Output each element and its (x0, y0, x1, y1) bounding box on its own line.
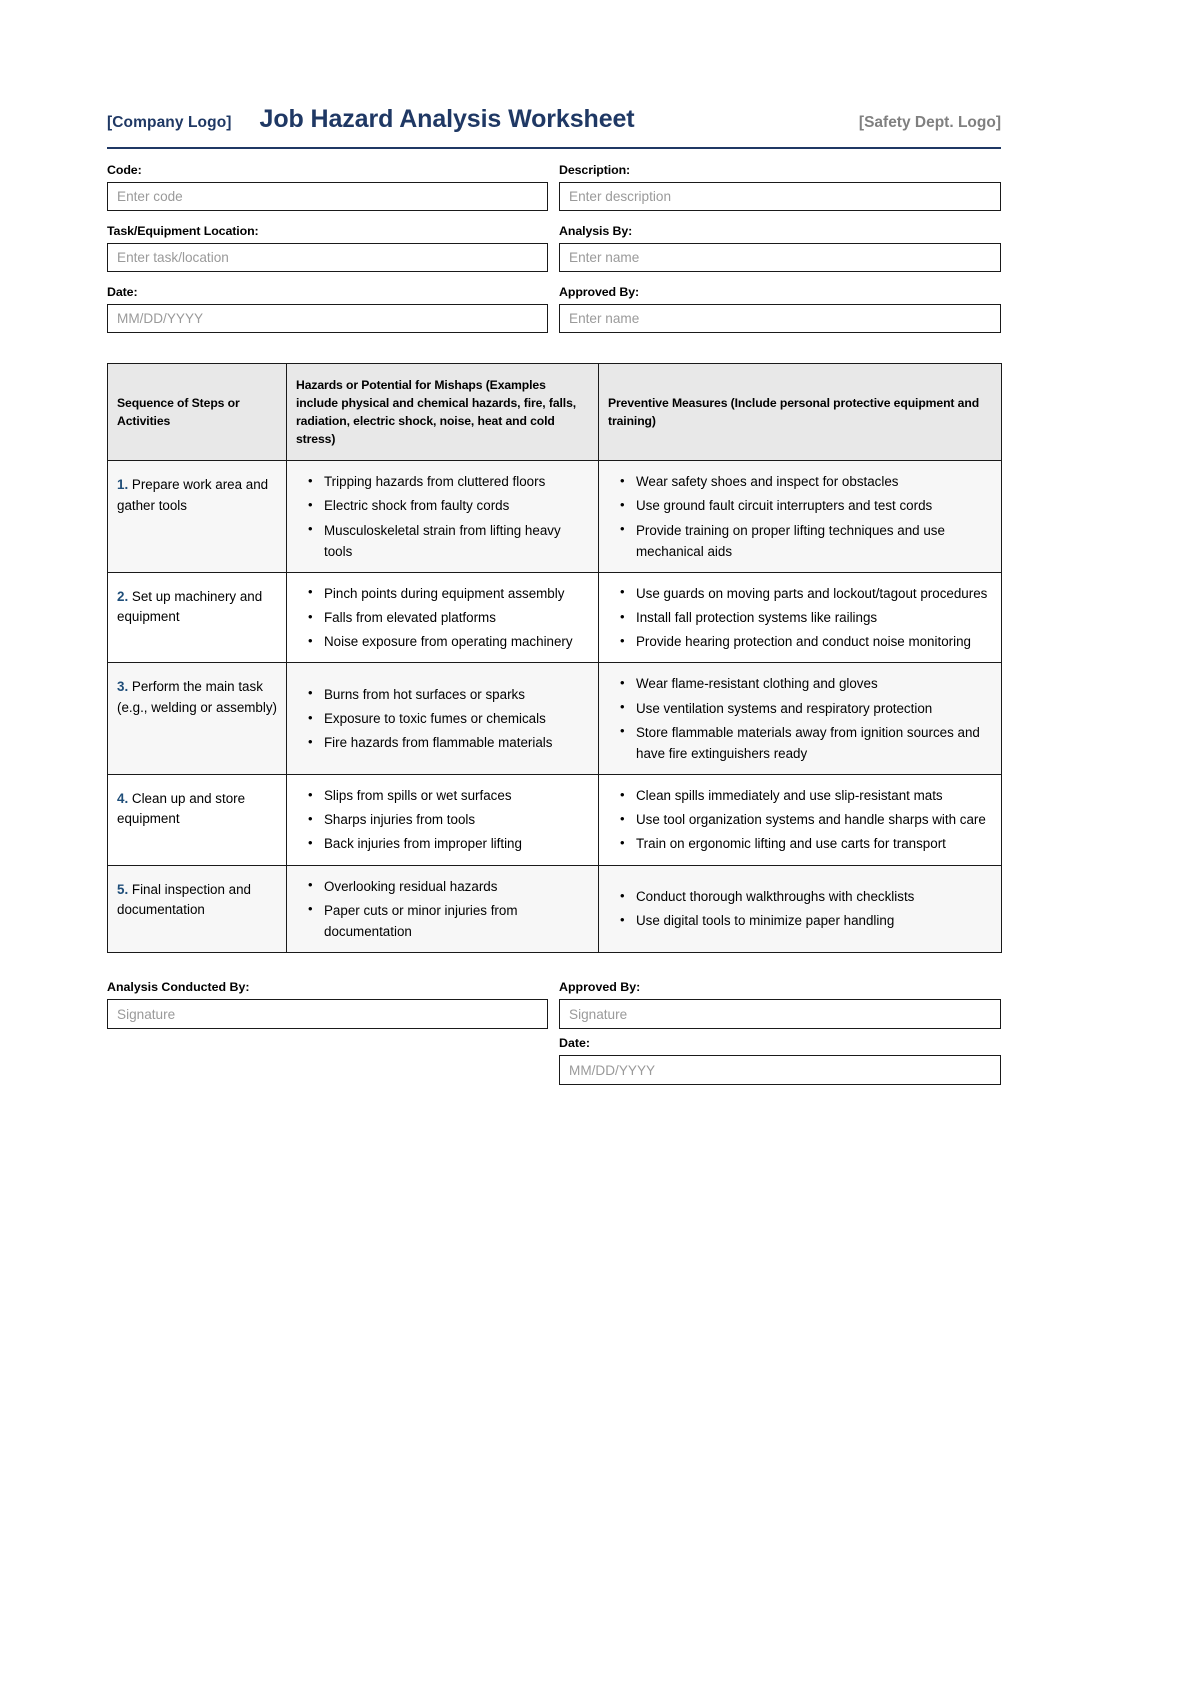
description-label: Description: (559, 163, 631, 177)
preventive-measure-list (605, 471, 989, 562)
table-header-row (108, 364, 1002, 461)
preventive-measure-item: • Use ventilation systems and respiratory protection (636, 698, 989, 719)
preventive-measure-list (605, 785, 989, 855)
step-cell (108, 775, 287, 866)
preventive-measure-item: • Wear flame-resistant clothing and gloves (636, 673, 989, 694)
step-text: Final inspection and documentation (117, 881, 252, 917)
hazard-item: • Overlooking residual hazards (324, 876, 586, 897)
preventive-measure-list (605, 583, 989, 653)
field-group-description (559, 163, 1001, 211)
field-group-code (107, 163, 559, 211)
preventive-measure-item: • Use tool organization systems and handle sharps with care (636, 809, 989, 830)
hazard-item: • Slips from spills or wet surfaces (324, 785, 586, 806)
footer-date-input[interactable] (559, 1055, 1001, 1085)
hazard-list (293, 785, 586, 855)
approved-by-signature-input[interactable] (559, 999, 1001, 1029)
analysis-conducted-by-label: Analysis Conducted By: (107, 980, 250, 995)
approved-by-label: Approved By: (559, 285, 640, 299)
approved-by-signature-label: Approved By: (559, 980, 641, 995)
signature-grid (107, 980, 1001, 1085)
column-header-hazards: Hazards or Potential for Mishaps (Examples include physical and chemical hazards, fire, falls, radiation, electric shock, noise, heat and cold stress) (287, 364, 599, 461)
column-header-sequence: Sequence of Steps or Activities (108, 364, 287, 461)
hazards-cell (287, 775, 599, 866)
step-cell (108, 663, 287, 775)
step-number: 4. (117, 791, 129, 807)
hazard-item: • Noise exposure from operating machinery (324, 631, 586, 652)
hazard-item: • Tripping hazards from cluttered floors (324, 471, 586, 492)
safety-dept-logo-placeholder: [Safety Dept. Logo] (858, 114, 1001, 131)
hazard-item: • Back injuries from improper lifting (324, 833, 586, 854)
hazards-cell (287, 865, 599, 953)
preventive-measure-item: • Store flammable materials away from ignition sources and have fire extinguishers ready (636, 722, 989, 764)
preventive-measure-item: • Install fall protection systems like railings (636, 607, 989, 628)
step-number: 5. (117, 881, 129, 897)
hazard-list (293, 684, 586, 754)
table-row (108, 461, 1002, 573)
field-group-approved-by-signature (559, 980, 1001, 1085)
preventive-measure-item: • Provide training on proper lifting techniques and use mechanical aids (636, 520, 989, 562)
page-title: Job Hazard Analysis Worksheet (259, 105, 635, 133)
hazard-item: • Exposure to toxic fumes or chemicals (324, 708, 586, 729)
hazard-list (293, 583, 586, 653)
step-number: 2. (117, 588, 129, 604)
meta-field-grid (107, 163, 1001, 333)
field-group-analysis-conducted-by (107, 980, 559, 1085)
step-cell (108, 461, 287, 573)
step-text: Perform the main task (e.g., welding or assembly) (117, 679, 278, 715)
preventive-measures-cell (599, 461, 1002, 573)
approved-by-input[interactable] (559, 304, 1001, 333)
step-text: Set up machinery and equipment (117, 588, 263, 625)
step-text: Clean up and store equipment (117, 791, 246, 827)
hazard-list (293, 471, 586, 562)
hazard-item: • Musculoskeletal strain from lifting heavy tools (324, 520, 586, 562)
hazard-item: • Paper cuts or minor injuries from documentation (324, 900, 586, 942)
hazard-item: • Sharps injuries from tools (324, 809, 586, 830)
preventive-measure-list (605, 886, 989, 931)
hazards-cell (287, 572, 599, 663)
preventive-measure-list (605, 673, 989, 764)
table-row (108, 775, 1002, 866)
preventive-measures-cell (599, 775, 1002, 866)
step-text: Prepare work area and gather tools (117, 477, 269, 513)
table-row (108, 865, 1002, 953)
preventive-measure-item: • Use digital tools to minimize paper handling (636, 910, 989, 931)
table-row (108, 663, 1002, 775)
company-logo-placeholder: [Company Logo] (107, 114, 232, 131)
column-header-preventive-measures: Preventive Measures (Include personal protective equipment and training) (599, 364, 1002, 461)
preventive-measure-item: • Use guards on moving parts and lockout/tagout procedures (636, 583, 989, 604)
analysis-by-label: Analysis By: (559, 224, 633, 238)
description-input[interactable] (559, 182, 1001, 211)
preventive-measure-item: • Train on ergonomic lifting and use carts for transport (636, 833, 989, 854)
preventive-measure-item: • Clean spills immediately and use slip-resistant mats (636, 785, 989, 806)
hazard-item: • Pinch points during equipment assembly (324, 583, 586, 604)
preventive-measures-cell (599, 663, 1002, 775)
date-label: Date: (107, 285, 138, 299)
task-location-input[interactable] (107, 243, 548, 272)
hazards-cell (287, 663, 599, 775)
code-input[interactable] (107, 182, 548, 211)
field-group-approved-by (559, 272, 1001, 333)
analysis-conducted-by-input[interactable] (107, 999, 548, 1029)
step-cell (108, 865, 287, 953)
preventive-measure-item: • Provide hearing protection and conduct noise monitoring (636, 631, 989, 652)
table-head (108, 364, 1002, 461)
step-number: 3. (117, 679, 129, 695)
preventive-measure-item: • Conduct thorough walkthroughs with checklists (636, 886, 989, 907)
date-input[interactable] (107, 304, 548, 333)
preventive-measure-item: • Use ground fault circuit interrupters and test cords (636, 495, 989, 516)
hazard-item: • Electric shock from faulty cords (324, 495, 586, 516)
preventive-measures-cell (599, 572, 1002, 663)
preventive-measures-cell (599, 865, 1002, 953)
hazard-item: • Fire hazards from flammable materials (324, 732, 586, 753)
field-group-analysis-by (559, 211, 1001, 272)
table-row (108, 572, 1002, 663)
step-number: 1. (117, 477, 129, 493)
code-label: Code: (107, 163, 142, 177)
step-cell (108, 572, 287, 663)
footer-date-label: Date: (559, 1036, 590, 1051)
table-body (108, 461, 1002, 953)
hazards-cell (287, 461, 599, 573)
preventive-measure-item: • Wear safety shoes and inspect for obstacles (636, 471, 989, 492)
hazard-item: • Falls from elevated platforms (324, 607, 586, 628)
hazard-item: • Burns from hot surfaces or sparks (324, 684, 586, 705)
task-location-label: Task/Equipment Location: (107, 224, 259, 238)
field-group-task-location (107, 211, 559, 272)
hazard-list (293, 876, 586, 943)
field-group-date (107, 272, 559, 333)
analysis-by-input[interactable] (559, 243, 1001, 272)
job-hazard-analysis-table (107, 363, 1002, 953)
document-header (107, 105, 1001, 149)
